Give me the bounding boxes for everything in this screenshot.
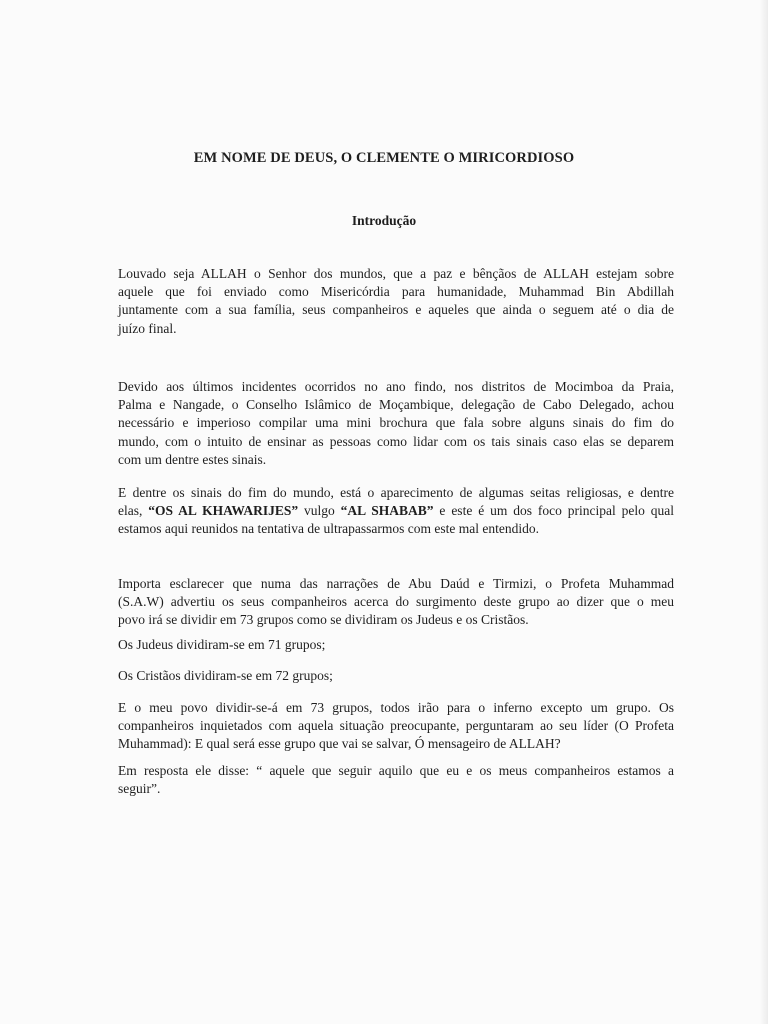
paragraph-line: Louvado seja ALLAH o Senhor dos mundos, que a paz e bênçãos de ALLAH estejam sobre (118, 266, 674, 281)
paragraph-73-groups (118, 699, 674, 754)
paragraph-line: seguir”. (118, 781, 161, 797)
paragraph-line: E dentre os sinais do fim do mundo, está o aparecimento de algumas seitas religiosas, e dentre (118, 485, 674, 500)
paragraph-answer (118, 762, 674, 798)
text-run: elas, (118, 503, 149, 519)
paragraph-line: necessário e imperioso compilar uma mini brochura que fala sobre alguns sinais do fim do (118, 415, 674, 431)
paragraph-line: com um dentre estes sinais. (118, 451, 267, 467)
paragraph-line-with-emphasis (118, 502, 674, 520)
paragraph-sects (118, 484, 674, 539)
section-heading: Introdução (351, 213, 417, 228)
paragraph-line: Os Judeus dividiram-se em 71 grupos; (118, 637, 326, 652)
paragraph-line: companheiros inquietados com aquela situação preocupante, perguntaram ao seu líder (O Profeta (118, 718, 674, 734)
paragraph-line: Devido aos últimos incidentes ocorridos no ano findo, nos distritos de Mocimboa da Praia, (118, 379, 674, 394)
paragraph-line: aquele que foi enviado como Misericórdia para humanidade, Muhammad Bin Abdillah (118, 284, 674, 300)
paragraph-incidents (118, 378, 674, 469)
paragraph-line: E o meu povo dividir-se-á em 73 grupos, todos irão para o inferno excepto um grupo. Os (118, 700, 674, 715)
paragraph-line: estamos aqui reunidos na tentativa de ultrapassarmos com este mal entendido. (118, 521, 540, 537)
document-title: EM NOME DE DEUS, O CLEMENTE O MIRICORDIOSO (193, 150, 575, 166)
paragraph-line: mundo, com o intuito de ensinar as pessoas como lidar com os tais sinais caso elas se deparem (118, 433, 674, 449)
group-name-al-shabab: “AL SHABAB” (340, 503, 434, 519)
paragraph-jews (118, 636, 674, 654)
group-name-khawarijes: “OS AL KHAWARIJES” (148, 503, 299, 519)
paragraph-line: Importa esclarecer que numa das narrações de Abu Daúd e Tirmizi, o Profeta Muhammad (118, 576, 674, 591)
paragraph-line: povo irá se dividir em 73 grupos como se dividiram os Judeus e os Cristãos. (118, 612, 529, 628)
paragraph-line: Em resposta ele disse: “ aquele que seguir aquilo que eu e os meus companheiros estamos a (118, 763, 674, 778)
text-run: vulgo (298, 503, 341, 519)
text-run: e este é um dos foco principal pelo qual (433, 503, 674, 519)
paragraph-line: Palma e Nangade, o Conselho Islâmico de Moçambique, delegação de Cabo Delegado, achou (118, 397, 674, 413)
paragraph-line: Os Cristãos dividiram-se em 72 grupos; (118, 668, 333, 683)
paragraph-praise (118, 265, 674, 338)
paragraph-line: (S.A.W) advertiu os seus companheiros acerca do surgimento deste grupo ao dizer que o meu (118, 594, 674, 610)
paragraph-line: juntamente com a sua família, seus companheiros e aqueles que ainda o seguem até o dia de (118, 302, 674, 318)
paragraph-line: Muhammad): E qual será esse grupo que vai se salvar, Ó mensageiro de ALLAH? (118, 736, 561, 752)
paragraph-narration (118, 575, 674, 630)
paragraph-christians (118, 667, 674, 685)
paragraph-line: juízo final. (118, 320, 177, 336)
